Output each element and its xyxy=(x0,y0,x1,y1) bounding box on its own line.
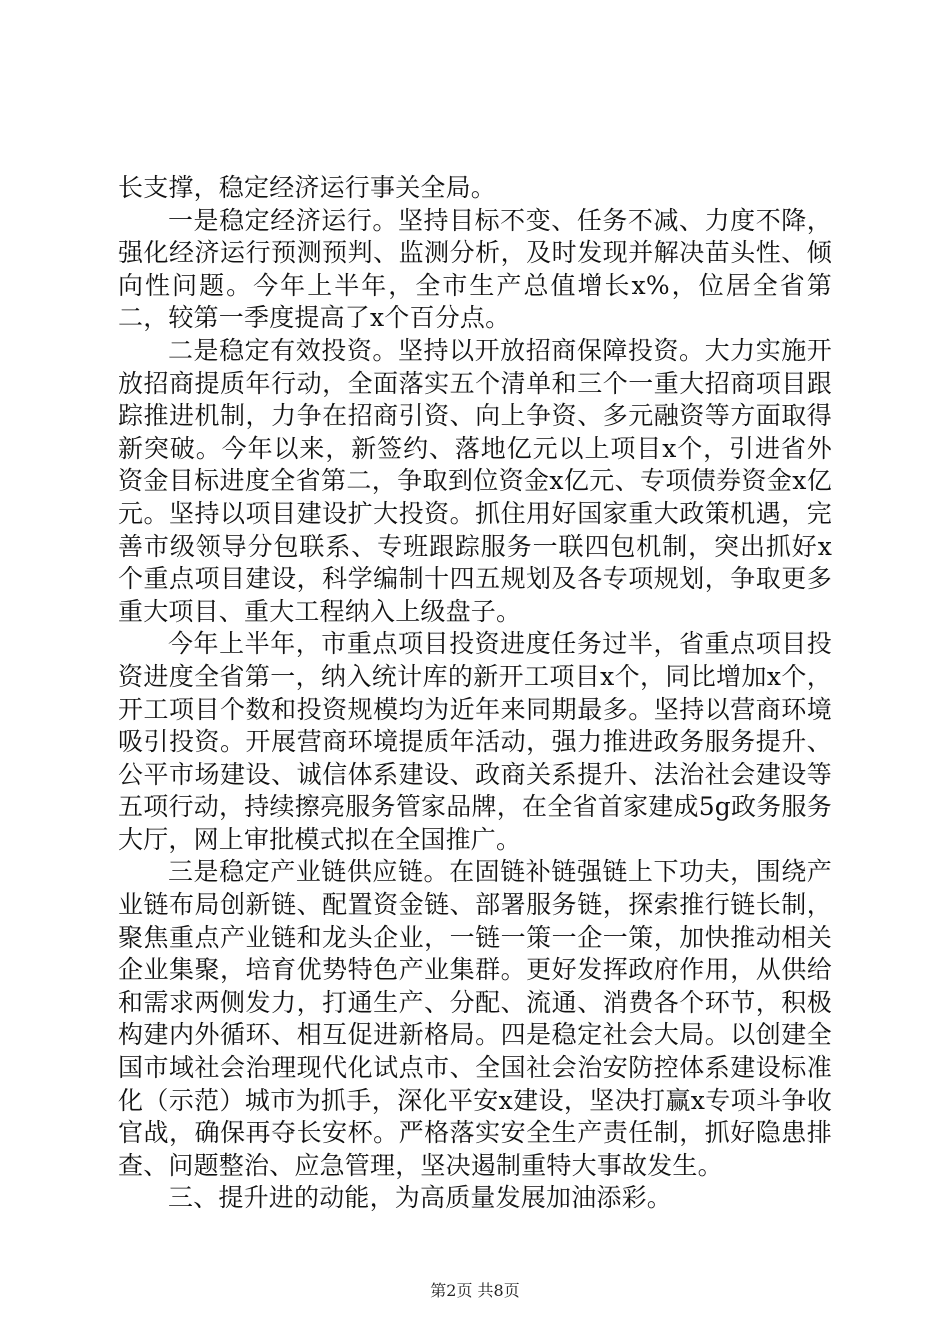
section-heading: 三、提升进的动能，为高质量发展加油添彩。 xyxy=(168,1183,673,1213)
paragraph-industry-chain: 三是稳定产业链供应链。在固链补链强链上下功夫，围绕产业链布局创新链、配置资金链、部署服务链，探索推行链长制，聚焦重点产业链和龙头企业，一链一策一企一策，加快推动相关企业集聚，培育优势特色产业集群。更好发挥政府作用，从供给和需求两侧发力，打通生产、分配、流通、消费各个环节，积极构建内外循环、相互促进新格局。四是稳定社会大局。以创建全国市域社会治理现代化试点市、全国社会治安防控体系建设标准化（示范）城市为抓手，深化平安x建设，坚决打赢x专项斗争收官战，确保再夺长安杯。严格落实安全生产责任制，抓好隐患排查、问题整治、应急管理，坚决遏制重特大事故发生。 xyxy=(118,857,832,1180)
paragraph-key-projects: 今年上半年，市重点项目投资进度任务过半，省重点项目投资进度全省第一，纳入统计库的新开工项目x个，同比增加x个，开工项目个数和投资规模均为近年来同期最多。坚持以营商环境吸引投资。开展营商环境提质年活动，强力推进政务服务提升、公平市场建设、诚信体系建设、政商关系提升、法治社会建设等五项行动，持续擦亮服务管家品牌，在全省首家建成5g政务服务大厅，网上审批模式拟在全国推广。 xyxy=(118,629,832,854)
page-number-footer: 第2页 共8页 xyxy=(430,1281,520,1300)
paragraph-continuation: 长支撑，稳定经济运行事关全局。 xyxy=(118,173,497,202)
paragraph-stable-investment: 二是稳定有效投资。坚持以开放招商保障投资。大力实施开放招商提质年行动，全面落实五个清单和三个一重大招商项目跟踪推进机制，力争在招商引资、向上争资、多元融资等方面取得新突破。今年以来，新签约、落地亿元以上项目x个，引进省外资金目标进度全省第二，争取到位资金x亿元、专项债券资金x亿元。坚持以项目建设扩大投资。抓住用好国家重大政策机遇，完善市级领导分包联系、专班跟踪服务一联四包机制，突出抓好x个重点项目建设，科学编制十四五规划及各专项规划，争取更多重大项目、重大工程纳入上级盘子。 xyxy=(118,335,832,626)
paragraph-stable-economy: 一是稳定经济运行。坚持目标不变、任务不减、力度不降，强化经济运行预测预判、监测分析，及时发现并解决苗头性、倾向性问题。今年上半年，全市生产总值增长x%，位居全省第二，较第一季度提高了x个百分点。 xyxy=(118,205,832,333)
document-body xyxy=(118,172,832,1215)
